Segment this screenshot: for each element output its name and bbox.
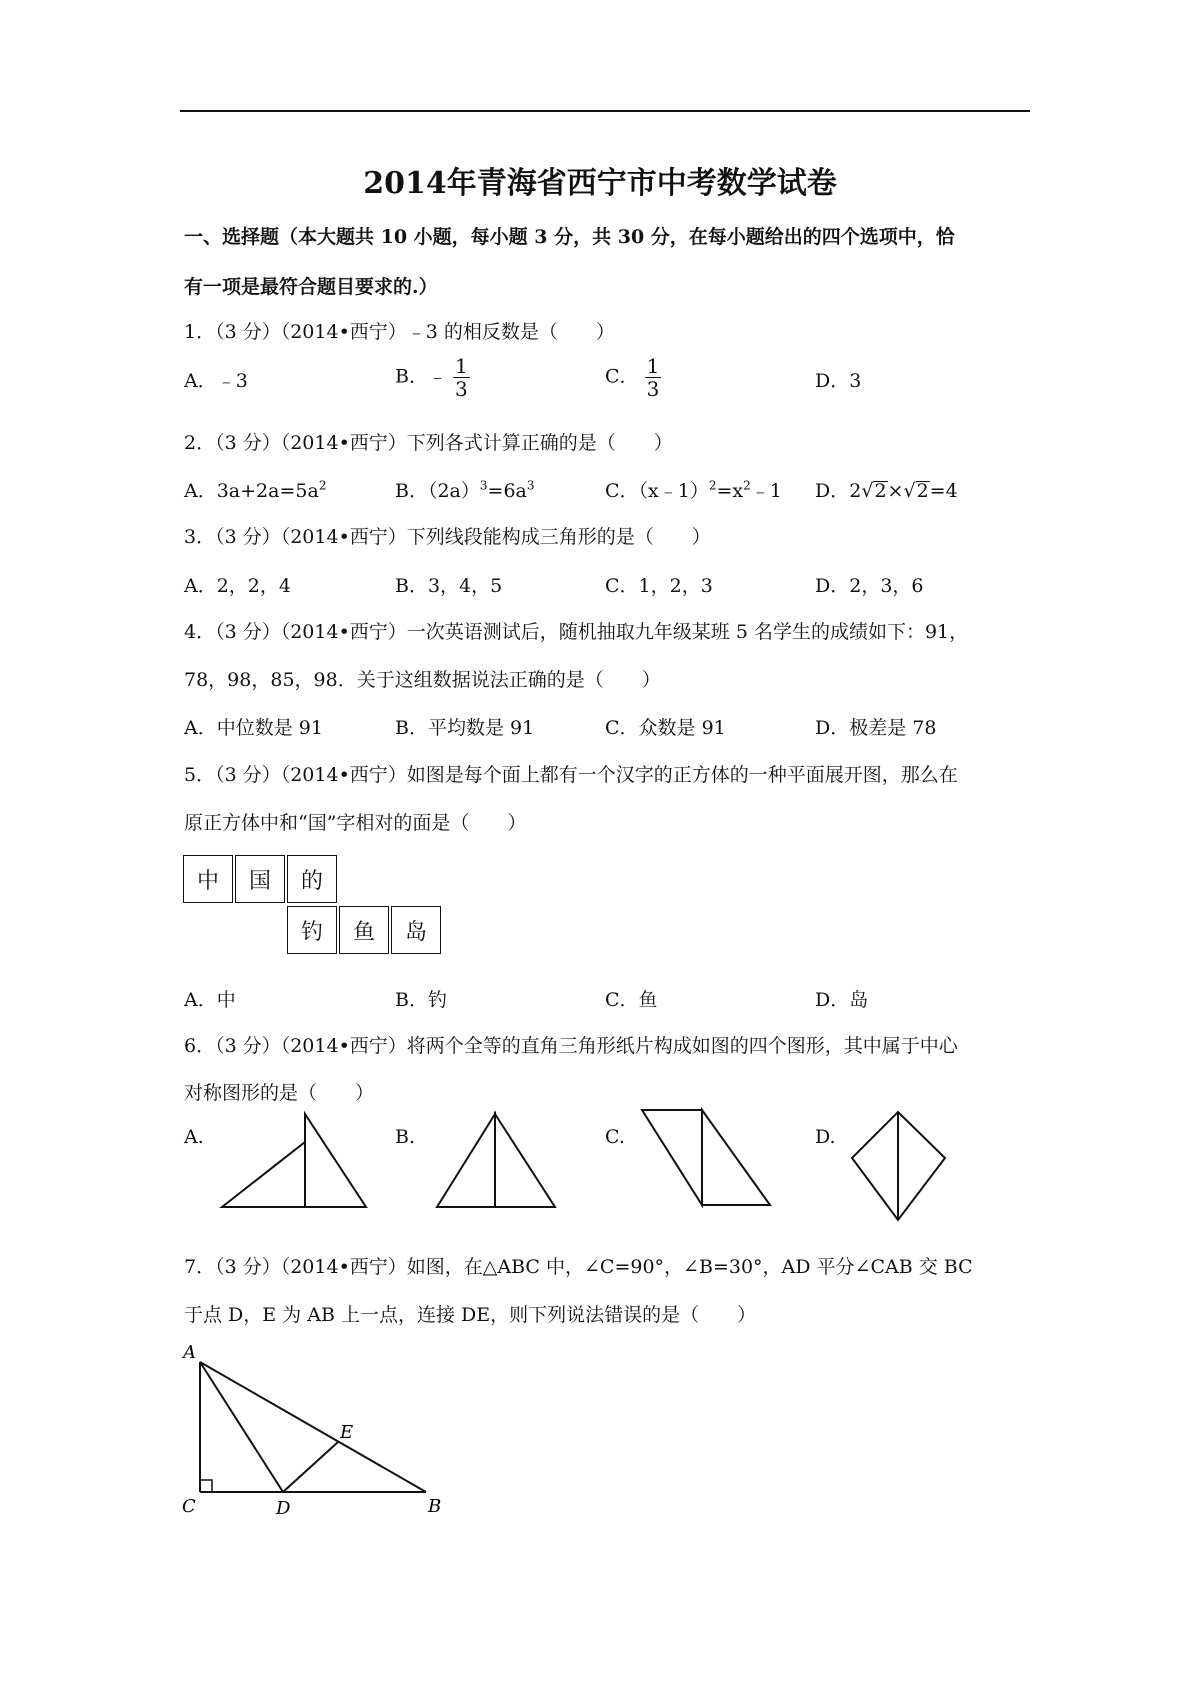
q1-b-denominator: 3 [455, 377, 468, 401]
q3-option-b[interactable]: B．3，4，5 [395, 575, 503, 597]
q4-stem-line2: 78，98，85，98．关于这组数据说法正确的是（ ） [184, 669, 661, 691]
q6-stem-line2: 对称图形的是（ ） [184, 1082, 375, 1104]
q4-option-d[interactable]: D．极差是 78 [815, 717, 937, 739]
q1-option-b-fraction [453, 355, 470, 400]
q6-figure-d [850, 1110, 950, 1225]
q2-a-sup: 2 [318, 478, 327, 493]
q4-option-b[interactable]: B．平均数是 91 [395, 717, 535, 739]
section-heading-line1: 一、选择题（本大题共 10 小题，每小题 3 分，共 30 分，在每小题给出的四个选项中，恰 [184, 226, 955, 248]
q2-b-text2: =6a [487, 480, 527, 502]
q2-d-rad1: 2 [874, 480, 887, 502]
q3-option-d[interactable]: D．2，3，6 [815, 575, 924, 597]
net-cell: 国 [235, 855, 285, 903]
point-label-a: A [183, 1342, 196, 1363]
q5-option-d[interactable]: D．岛 [815, 989, 869, 1011]
q2-b-sup1: 3 [479, 478, 488, 493]
q6-figure-a [220, 1112, 370, 1212]
q4-option-a[interactable]: A．中位数是 91 [184, 717, 323, 739]
q6-figure-c [640, 1108, 775, 1208]
q2-d-times: × [887, 480, 904, 502]
q3-stem: 3．（3 分）（2014•西宁）下列线段能构成三角形的是（ ） [184, 526, 711, 548]
cube-net-figure [183, 855, 448, 961]
net-cell: 鱼 [339, 906, 389, 954]
q5-stem-line2: 原正方体中和“国”字相对的面是（ ） [184, 812, 527, 834]
q2-option-d[interactable] [815, 476, 958, 503]
net-cell: 的 [287, 855, 337, 903]
q2-c-text2: =x [716, 480, 744, 502]
q7-stem-line2: 于点 D，E 为 AB 上一点，连接 DE，则下列说法错误的是（ ） [184, 1304, 757, 1326]
q1-stem: 1．（3 分）（2014•西宁）﹣3 的相反数是（ ） [184, 321, 615, 343]
q4-option-c[interactable]: C．众数是 91 [605, 717, 726, 739]
page-title: 2014年青海省西宁市中考数学试卷 [363, 166, 837, 201]
q7-triangle-figure [178, 1340, 458, 1520]
q1-c-denominator: 3 [646, 377, 660, 401]
q6-option-b[interactable]: B. [395, 1126, 416, 1148]
q5-option-c[interactable]: C．鱼 [605, 989, 658, 1011]
header-rule [180, 110, 1030, 112]
point-label-e: E [340, 1422, 354, 1443]
q2-c-sup1: 2 [708, 478, 717, 493]
net-cell: 中 [183, 855, 233, 903]
q1-option-c-fraction [645, 355, 662, 400]
q6-option-d[interactable]: D. [815, 1126, 836, 1148]
q2-option-a[interactable] [184, 476, 326, 503]
q1-option-b[interactable] [395, 355, 470, 400]
q2-d-rad2: 2 [916, 480, 929, 502]
q7-stem-line1: 7．（3 分）（2014•西宁）如图，在△ABC 中，∠C=90°，∠B=30°，AD 平分∠CAB 交 BC [184, 1256, 973, 1278]
sqrt-symbol: √ [903, 480, 916, 502]
q3-option-a[interactable]: A．2，2，4 [184, 575, 291, 597]
q5-stem-line1: 5．（3 分）（2014•西宁）如图是每个面上都有一个汉字的正方体的一种平面展开图，那么在 [184, 764, 958, 786]
q1-option-b-prefix: B．﹣ [395, 365, 447, 388]
q2-c-sup2: 2 [743, 478, 751, 493]
q2-option-b[interactable] [395, 476, 535, 503]
q1-option-c[interactable] [605, 355, 661, 400]
q2-d-text2: =4 [929, 480, 958, 502]
q6-stem-line1: 6．（3 分）（2014•西宁）将两个全等的直角三角形纸片构成如图的四个图形，其中属于中心 [184, 1035, 958, 1057]
q6-figure-b [435, 1112, 560, 1212]
point-label-d: D [276, 1498, 291, 1519]
q4-stem-line1: 4．（3 分）（2014•西宁）一次英语测试后，随机抽取九年级某班 5 名学生的成绩如下：91， [184, 621, 969, 643]
q2-c-text1: C．（x﹣1） [605, 480, 709, 502]
net-cell: 岛 [391, 906, 441, 954]
q1-option-a[interactable]: A．﹣3 [184, 370, 248, 392]
q2-option-c[interactable] [605, 476, 782, 503]
q1-c-numerator: 1 [646, 354, 660, 378]
point-label-b: B [428, 1496, 442, 1517]
point-label-c: C [182, 1496, 196, 1517]
q2-d-text1: D．2 [815, 480, 862, 502]
q6-option-a[interactable]: A. [184, 1126, 204, 1148]
q2-c-text3: ﹣1 [750, 480, 782, 502]
q2-b-text1: B．（2a） [395, 480, 480, 502]
q5-option-a[interactable]: A．中 [184, 989, 236, 1011]
q6-option-c[interactable]: C. [605, 1126, 625, 1148]
section-heading-line2: 有一项是最符合题目要求的.） [184, 276, 438, 298]
sqrt-symbol: √ [861, 480, 874, 502]
q1-option-c-prefix: C． [605, 365, 639, 388]
q2-stem: 2．（3 分）（2014•西宁）下列各式计算正确的是（ ） [184, 432, 673, 454]
q2-b-sup2: 3 [526, 478, 535, 493]
q5-option-b[interactable]: B．钓 [395, 989, 447, 1011]
net-cell: 钓 [287, 906, 337, 954]
q1-b-numerator: 1 [455, 354, 468, 378]
q3-option-c[interactable]: C．1，2，3 [605, 575, 713, 597]
q1-option-d[interactable]: D．3 [815, 370, 862, 392]
q2-a-text: A．3a+2a=5a [184, 480, 319, 502]
